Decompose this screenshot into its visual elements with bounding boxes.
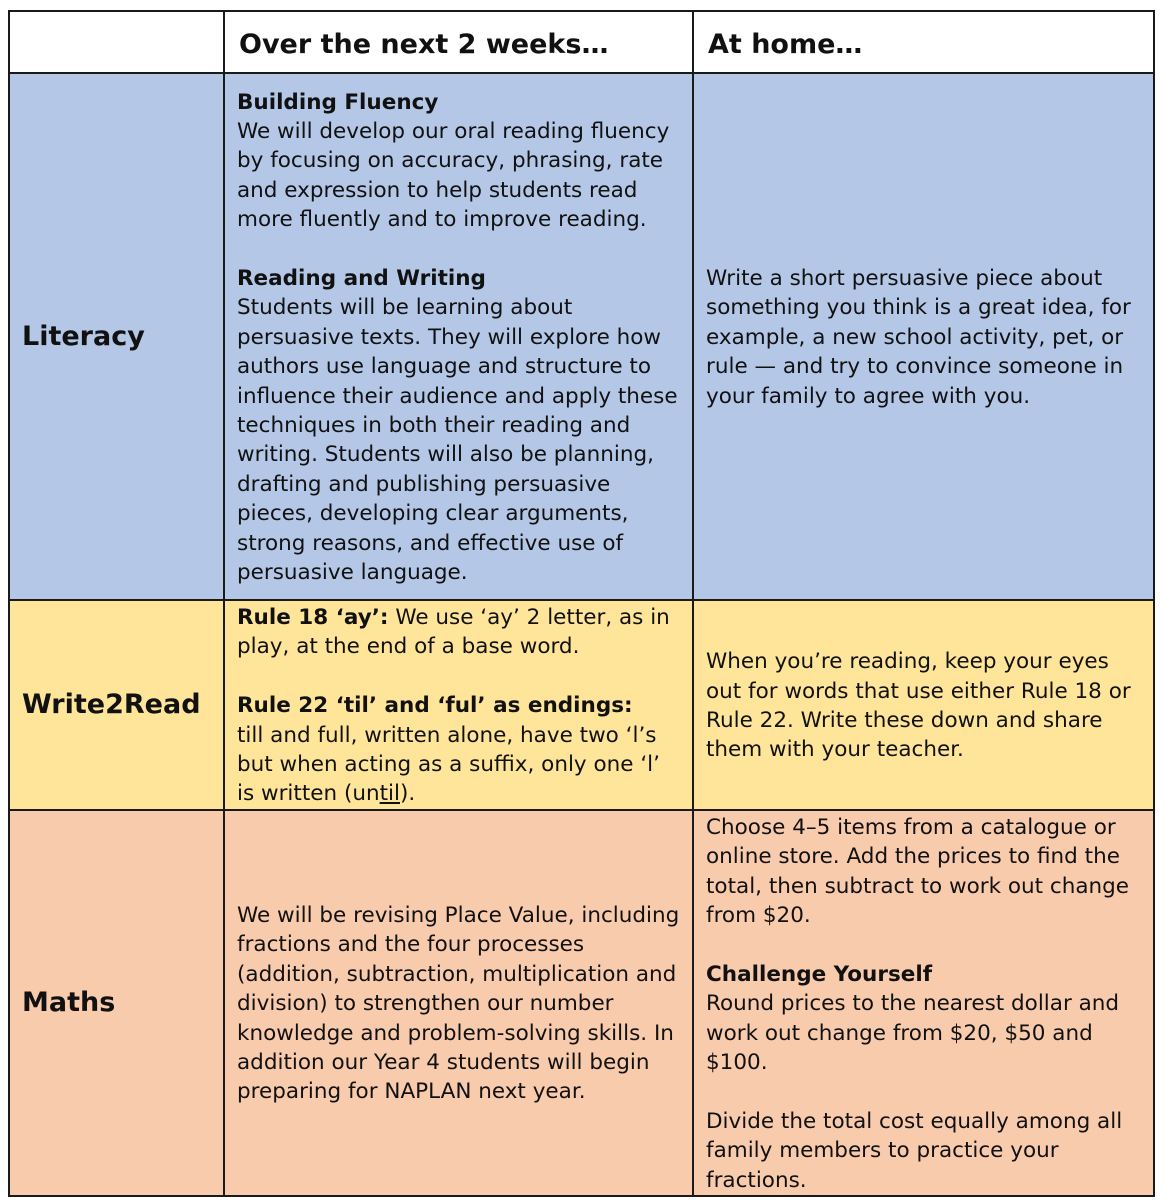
challenge-title: Challenge Yourself bbox=[706, 961, 933, 987]
header-at-home: At home… bbox=[693, 11, 1154, 73]
challenge-text: Round prices to the nearest dollar and work out change from $20, $50 and $100. bbox=[706, 991, 1120, 1076]
spacer bbox=[706, 930, 1141, 959]
rule22-example-suffix: til bbox=[379, 781, 400, 807]
rule22-text: till and full, written alone, have two ‘l’s but when acting as a suffix, only one ‘l’ is written ( bbox=[237, 722, 660, 807]
reading-writing-text: Students will be learning about persuasive texts. They will explore how authors use language and structure to influence their audience and apply these techniques in both their reading and writing. Students will also be planning, drafting and publishing persuasive pieces, developing clear arguments, strong reasons, and effective use of persuasive language. bbox=[237, 295, 678, 586]
rule22-paragraph bbox=[237, 721, 680, 809]
write2read-row bbox=[9, 600, 1154, 810]
spacer bbox=[706, 1077, 1141, 1106]
write2read-home-text: When you’re reading, keep your eyes out for words that use either Rule 18 or Rule 22. Write these down and share them with your teacher. bbox=[706, 649, 1131, 763]
maths-row bbox=[9, 810, 1154, 1196]
rule22-example-prefix: un bbox=[352, 781, 380, 807]
literacy-home-text: Write a short persuasive piece about something you think is a great idea, for example, a new school activity, pet, or rule — and try to convince someone in your family to agree with you. bbox=[706, 265, 1131, 409]
divide-text: Divide the total cost equally among all family members to practice your fractions. bbox=[706, 1108, 1123, 1193]
rule18-title: Rule 18 ‘ay’: bbox=[237, 605, 389, 630]
maths-home-cell bbox=[693, 810, 1154, 1196]
literacy-home-cell bbox=[693, 73, 1154, 600]
write2read-plan-cell bbox=[224, 600, 693, 810]
write2read-subject: Write2Read bbox=[9, 600, 224, 810]
write2read-home-cell bbox=[693, 600, 1154, 810]
header-row bbox=[9, 11, 1154, 73]
weekly-plan-table bbox=[8, 10, 1155, 1197]
header-next-two-weeks: Over the next 2 weeks… bbox=[224, 11, 693, 73]
rule18-text: We use ‘ay’ 2 letter, as in play, at the end of a base word. bbox=[237, 605, 670, 660]
rule22-title: Rule 22 ‘til’ and ‘ful’ as endings: bbox=[237, 693, 633, 719]
rule22-end: ). bbox=[400, 781, 416, 807]
fluency-title: Building Fluency bbox=[237, 89, 439, 115]
maths-subject: Maths bbox=[9, 810, 224, 1196]
maths-home-intro: Choose 4–5 items from a catalogue or online store. Add the prices to find the total, then subtract to work out change from $20. bbox=[706, 814, 1130, 929]
maths-plan-text: We will be revising Place Value, including fractions and the four processes (addition, subtraction, multiplication and division) to strengthen our number knowledge and problem-solving skills. In addition our Year 4 students will begin preparing for NAPLAN next year. bbox=[237, 903, 680, 1105]
fluency-text: We will develop our oral reading fluency by focusing on accuracy, phrasing, rate and expression to help students read more fluently and to improve reading. bbox=[237, 118, 670, 233]
spacer bbox=[237, 662, 680, 691]
rule18-paragraph bbox=[237, 603, 680, 662]
header-empty-cell bbox=[9, 11, 224, 73]
spacer bbox=[237, 235, 680, 264]
literacy-row bbox=[9, 73, 1154, 600]
literacy-plan-cell bbox=[224, 73, 693, 600]
literacy-subject: Literacy bbox=[9, 73, 224, 600]
maths-plan-cell bbox=[224, 810, 693, 1196]
reading-writing-title: Reading and Writing bbox=[237, 265, 486, 291]
